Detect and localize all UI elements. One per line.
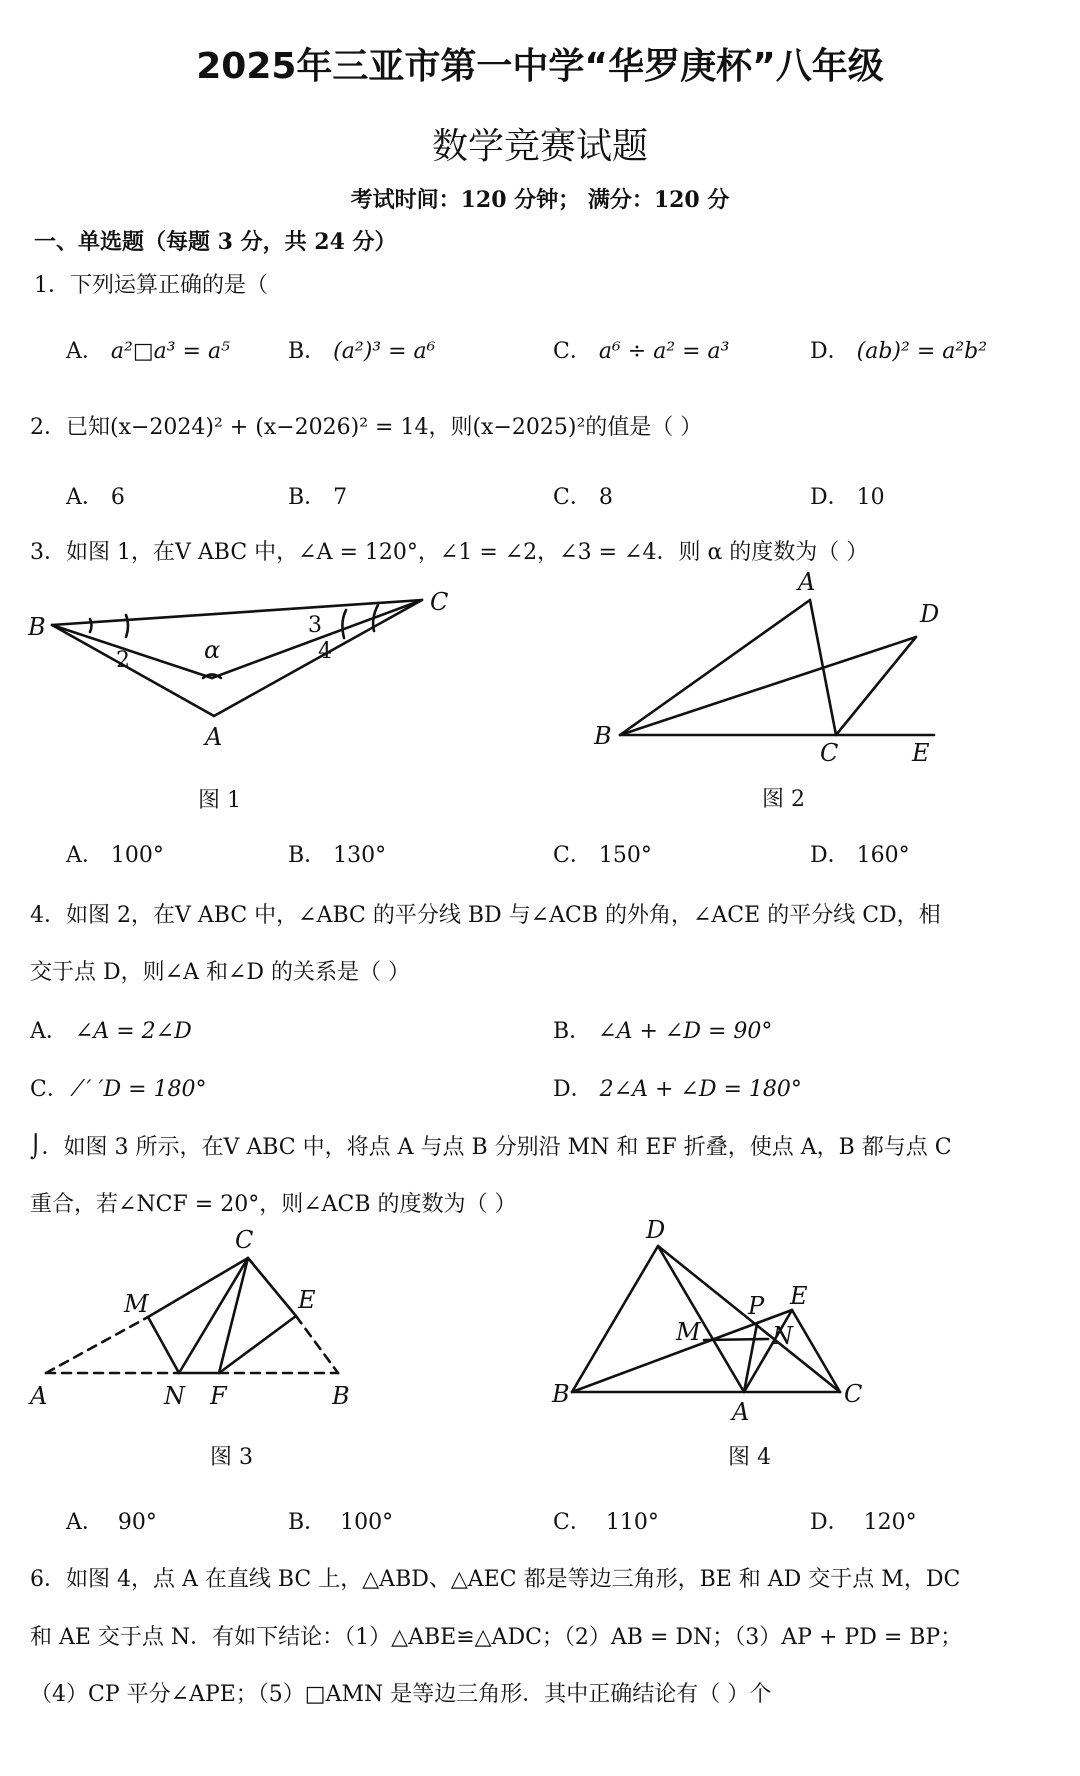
exam-meta: 考试时间：120 分钟； 满分：120 分	[350, 187, 730, 213]
option-text: (ab)² = a²b²	[856, 339, 988, 364]
fig3-label-n: N	[164, 1382, 185, 1410]
option-label: A．	[66, 1510, 104, 1535]
option-text: 110°	[605, 1510, 659, 1535]
fig2-label-d: D	[920, 600, 940, 628]
question-number: 1．	[34, 273, 70, 298]
question-4	[30, 898, 941, 929]
option-label: A．	[30, 1019, 68, 1044]
fig1-label-c: C	[430, 588, 449, 616]
option-text: ⁄ ′ ′D = 180°	[75, 1077, 207, 1102]
question-3	[30, 535, 868, 566]
question-stem: 已知(x−2024)² + (x−2026)² = 14，则(x−2025)²的值是（ ）	[66, 415, 703, 440]
option-text: 150°	[598, 843, 652, 868]
q4-option-d[interactable]	[553, 1072, 802, 1103]
question-6-line3: （4）CP 平分∠APE；（5）□AMN 是等边三角形．其中正确结论有（ ）个	[30, 1682, 772, 1707]
question-stem: 下列运算正确的是（	[70, 273, 269, 298]
option-label: B．	[288, 339, 327, 364]
option-label: D．	[810, 485, 850, 510]
option-label: C．	[553, 339, 592, 364]
question-number: 2．	[30, 415, 66, 440]
question-4-line2: 交于点 D，则∠A 和∠D 的关系是（ ）	[30, 960, 411, 985]
fig3-label-e: E	[298, 1286, 316, 1314]
option-label: A．	[66, 485, 104, 510]
option-label: C．	[553, 485, 592, 510]
fig4-label-n: N	[772, 1322, 793, 1350]
figure-1-caption: 图 1	[198, 788, 241, 813]
fig4-label-p: P	[748, 1292, 765, 1320]
question-number: 6．	[30, 1567, 66, 1592]
figure-4-diagram	[552, 1216, 892, 1448]
option-text: a⁶ ÷ a² = a³	[598, 339, 730, 364]
option-text: ∠A + ∠D = 90°	[598, 1019, 773, 1044]
question-2	[30, 410, 702, 441]
q5-option-d[interactable]	[810, 1505, 917, 1536]
q2-option-b[interactable]	[288, 480, 347, 511]
fig3-label-a: A	[30, 1382, 48, 1410]
q5-option-a[interactable]	[66, 1505, 157, 1536]
q4-option-c[interactable]	[30, 1072, 207, 1103]
fig2-label-b: B	[594, 722, 612, 750]
option-text: a²□a³ = a⁵	[110, 339, 230, 364]
option-text: 2∠A + ∠D = 180°	[599, 1077, 802, 1102]
q1-option-d[interactable]	[810, 334, 987, 365]
option-text: 7	[333, 485, 348, 510]
fig1-label-2: 2	[116, 648, 130, 673]
q5-option-c[interactable]	[553, 1505, 659, 1536]
q2-option-a[interactable]	[66, 480, 125, 511]
fig4-label-m: M	[676, 1318, 701, 1346]
fig4-label-d: D	[646, 1216, 666, 1244]
q3-option-c[interactable]	[553, 838, 652, 869]
option-text: 100°	[110, 843, 164, 868]
option-text: ∠A = 2∠D	[74, 1019, 192, 1044]
fig3-label-m: M	[124, 1290, 149, 1318]
option-label: D．	[810, 339, 850, 364]
option-text: 8	[598, 485, 613, 510]
exam-title-line2: 数学竞赛试题	[431, 126, 648, 167]
question-number: 4．	[30, 903, 66, 928]
question-5-line2: 重合，若∠NCF = 20°，则∠ACB 的度数为（ ）	[30, 1192, 517, 1217]
question-number: ⌡．	[30, 1135, 64, 1160]
option-label: D．	[810, 1510, 850, 1535]
option-label: B．	[288, 485, 327, 510]
q5-option-b[interactable]	[288, 1505, 393, 1536]
option-text: 10	[856, 485, 885, 510]
q1-option-b[interactable]	[288, 334, 435, 365]
fig2-label-e: E	[912, 739, 930, 767]
option-label: C．	[553, 843, 592, 868]
option-label: B．	[553, 1019, 592, 1044]
option-label: C．	[553, 1510, 592, 1535]
question-stem-line1: 如图 4，点 A 在直线 BC 上，△ABD、△AEC 都是等边三角形，BE 和 AD 交于点 M，DC	[66, 1567, 961, 1592]
figure-4-caption: 图 4	[728, 1445, 771, 1470]
q4-option-a[interactable]	[30, 1014, 192, 1045]
figure-3-diagram	[30, 1226, 382, 1426]
option-text: 100°	[340, 1510, 394, 1535]
q3-option-a[interactable]	[66, 838, 164, 869]
q3-option-d[interactable]	[810, 838, 910, 869]
fig1-label-alpha: α	[204, 636, 221, 664]
fig4-label-e: E	[790, 1282, 808, 1310]
q1-option-a[interactable]	[66, 334, 230, 365]
q2-option-d[interactable]	[810, 480, 885, 511]
question-stem-line1: 如图 3 所示，在V ABC 中，将点 A 与点 B 分别沿 MN 和 EF 折叠，使点 A，B 都与点 C	[63, 1135, 952, 1160]
fig4-label-b: B	[552, 1380, 570, 1408]
option-text: (a²)³ = a⁶	[333, 339, 436, 364]
fig4-label-a: A	[732, 1398, 750, 1426]
fig1-label-b: B	[28, 613, 46, 641]
question-6	[30, 1562, 960, 1593]
option-text: 6	[110, 485, 125, 510]
q4-option-b[interactable]	[553, 1014, 772, 1045]
option-label: A．	[66, 339, 104, 364]
question-5	[30, 1130, 952, 1161]
option-label: B．	[288, 1510, 327, 1535]
fig3-label-b: B	[332, 1382, 350, 1410]
fig2-label-a: A	[798, 568, 816, 596]
option-label: A．	[66, 843, 104, 868]
section-heading: 一、单选题（每题 3 分，共 24 分）	[34, 229, 397, 255]
option-text: 130°	[333, 843, 387, 868]
q1-option-c[interactable]	[553, 334, 730, 365]
figure-1-diagram	[28, 590, 488, 760]
option-text: 120°	[863, 1510, 917, 1535]
fig4-label-c: C	[844, 1380, 863, 1408]
figure-2-diagram	[594, 568, 960, 767]
question-stem-line1: 如图 2，在V ABC 中，∠ABC 的平分线 BD 与∠ACB 的外角，∠ACE 的平分线 CD，相	[66, 903, 941, 928]
fig1-label-4: 4	[318, 639, 332, 664]
option-text: 90°	[117, 1510, 157, 1535]
fig3-label-f: F	[210, 1382, 227, 1410]
fig2-label-c: C	[820, 739, 839, 767]
q2-option-c[interactable]	[553, 480, 613, 511]
q3-option-b[interactable]	[288, 838, 386, 869]
option-label: D．	[553, 1077, 593, 1102]
option-label: C．	[30, 1077, 69, 1102]
exam-title-line1: 2025年三亚市第一中学“华罗庚杯”八年级	[196, 46, 884, 87]
question-1	[34, 268, 268, 299]
option-label: D．	[810, 843, 850, 868]
question-stem: 如图 1，在V ABC 中，∠A = 120°，∠1 = ∠2，∠3 = ∠4．则 α 的度数为（ ）	[66, 540, 869, 565]
figure-3-caption: 图 3	[210, 1445, 253, 1470]
option-label: B．	[288, 843, 327, 868]
figure-2-caption: 图 2	[762, 787, 805, 812]
question-number: 3．	[30, 540, 66, 565]
question-6-line2: 和 AE 交于点 N．有如下结论：（1）△ABE≌△ADC；（2）AB = DN；（3）AP + PD = BP；	[30, 1625, 963, 1650]
fig3-label-c: C	[235, 1226, 254, 1254]
fig1-label-3: 3	[308, 613, 322, 638]
option-text: 160°	[856, 843, 910, 868]
fig1-label-a: A	[205, 723, 223, 751]
